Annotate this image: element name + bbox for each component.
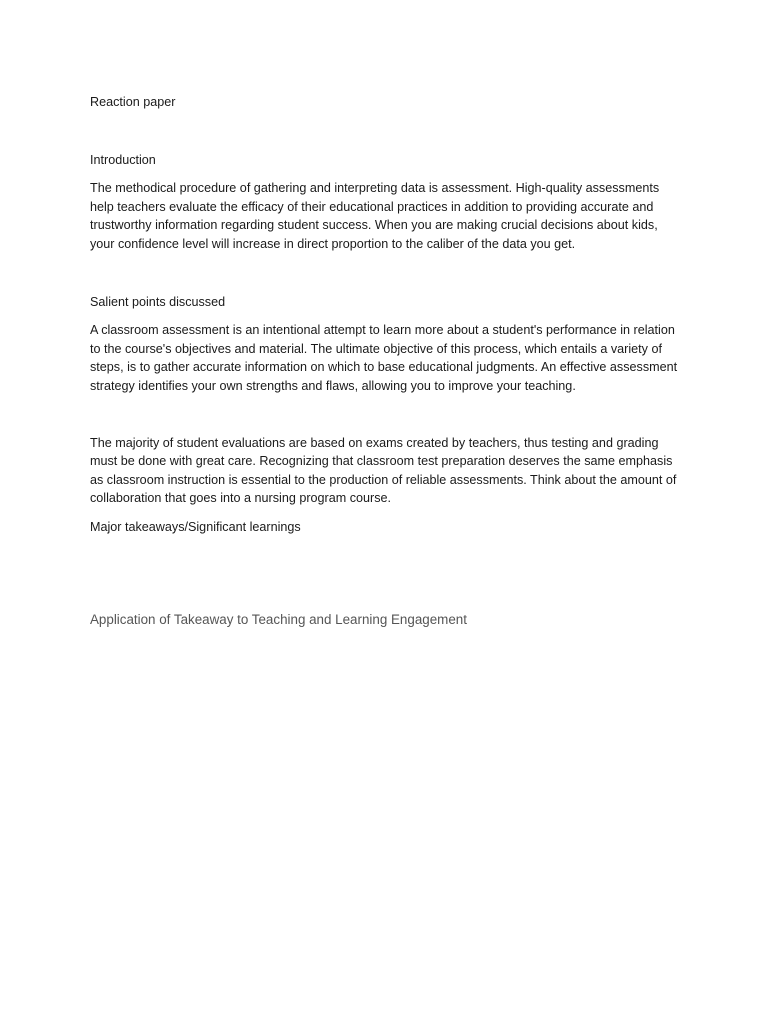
document-title: Reaction paper — [90, 95, 176, 109]
introduction-paragraph: The methodical procedure of gathering and interpreting data is assessment. High-quality assessments help teachers evaluate the efficacy of their educational practices in addition to providing accurate and trustworthy information regarding student success. When you are making crucial decisions about kids, your confidence level will increase in direct proportion to the caliber of the data you get. — [90, 181, 660, 251]
salient-points-paragraph-1: A classroom assessment is an intentional attempt to learn more about a student's performance in relation to the course's objectives and material. The ultimate objective of this process, which entails a variety of steps, is to gather accurate information on which to base educational judgments. An effective assessment strategy identifies your own strengths and flaws, allowing you to improve your teaching. — [90, 323, 678, 393]
takeaways-heading: Major takeaways/Significant learnings — [90, 519, 301, 534]
introduction-heading: Introduction — [90, 152, 156, 167]
salient-points-heading: Salient points discussed — [90, 294, 226, 309]
salient-points-paragraph-2: The majority of student evaluations are based on exams created by teachers, thus testing and grading must be done with great care. Recognizing that classroom test preparation deserves the same emphasis as classroom instruction is essential to the production of reliable assessments. Think about the amount of collaboration that goes into a nursing program course. — [90, 435, 677, 506]
application-heading: Application of Takeaway to Teaching and Learning Engagement — [90, 612, 467, 627]
document-body — [90, 93, 680, 537]
